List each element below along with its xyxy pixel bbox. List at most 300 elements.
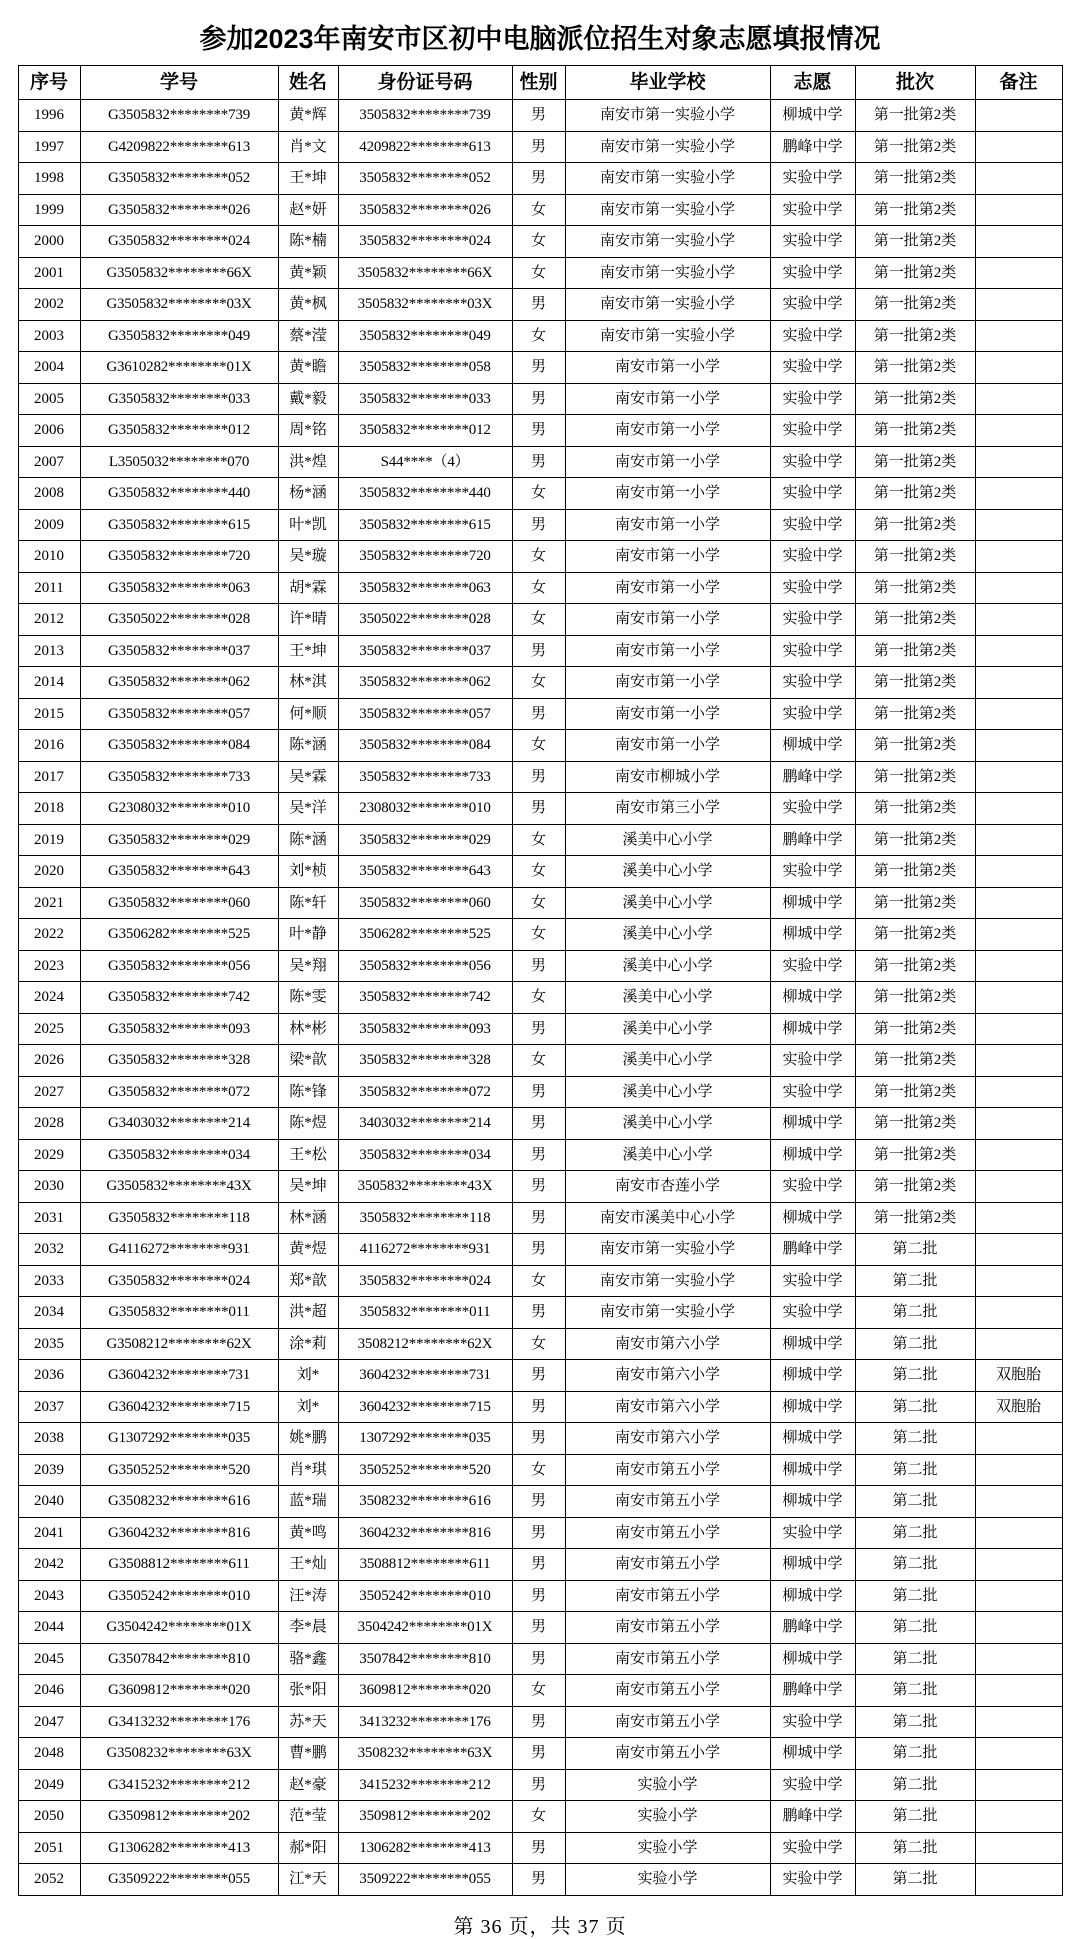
cell-seq: 2011 bbox=[18, 572, 80, 604]
cell-name: 涂*莉 bbox=[278, 1328, 338, 1360]
cell-idcard: 3505832********034 bbox=[338, 1139, 512, 1171]
cell-remark bbox=[975, 1297, 1062, 1329]
cell-gender: 女 bbox=[512, 1328, 565, 1360]
cell-gender: 男 bbox=[512, 383, 565, 415]
cell-batch: 第一批第2类 bbox=[855, 289, 975, 321]
cell-school: 实验小学 bbox=[565, 1801, 770, 1833]
cell-batch: 第一批第2类 bbox=[855, 635, 975, 667]
cell-idcard: 3505832********056 bbox=[338, 950, 512, 982]
cell-school: 南安市第一小学 bbox=[565, 446, 770, 478]
cell-sid: G3505252********520 bbox=[80, 1454, 278, 1486]
cell-sid: G3505832********03X bbox=[80, 289, 278, 321]
cell-batch: 第一批第2类 bbox=[855, 194, 975, 226]
cell-sid: G3505832********328 bbox=[80, 1045, 278, 1077]
cell-sid: G3505832********733 bbox=[80, 761, 278, 793]
cell-remark bbox=[975, 1045, 1062, 1077]
cell-seq: 2040 bbox=[18, 1486, 80, 1518]
cell-choice: 实验中学 bbox=[770, 415, 855, 447]
cell-sid: G4209822********613 bbox=[80, 131, 278, 163]
cell-school: 溪美中心小学 bbox=[565, 1139, 770, 1171]
cell-sid: G3604232********731 bbox=[80, 1360, 278, 1392]
table-row bbox=[18, 982, 1062, 1014]
cell-gender: 男 bbox=[512, 950, 565, 982]
cell-batch: 第二批 bbox=[855, 1738, 975, 1770]
table-row bbox=[18, 761, 1062, 793]
cell-seq: 2012 bbox=[18, 604, 80, 636]
cell-gender: 女 bbox=[512, 604, 565, 636]
cell-school: 南安市第一实验小学 bbox=[565, 257, 770, 289]
cell-sid: G3505832********012 bbox=[80, 415, 278, 447]
cell-gender: 女 bbox=[512, 320, 565, 352]
cell-sid: G3505832********062 bbox=[80, 667, 278, 699]
cell-seq: 2017 bbox=[18, 761, 80, 793]
cell-choice: 柳城中学 bbox=[770, 1108, 855, 1140]
cell-remark bbox=[975, 541, 1062, 573]
cell-school: 南安市第五小学 bbox=[565, 1580, 770, 1612]
cell-remark bbox=[975, 1328, 1062, 1360]
cell-gender: 男 bbox=[512, 446, 565, 478]
cell-idcard: 3415232********212 bbox=[338, 1769, 512, 1801]
cell-batch: 第二批 bbox=[855, 1360, 975, 1392]
cell-name: 周*铭 bbox=[278, 415, 338, 447]
cell-name: 陈*涵 bbox=[278, 730, 338, 762]
cell-choice: 实验中学 bbox=[770, 1832, 855, 1864]
cell-idcard: 3505832********66X bbox=[338, 257, 512, 289]
cell-batch: 第一批第2类 bbox=[855, 478, 975, 510]
cell-school: 南安市第一小学 bbox=[565, 352, 770, 384]
cell-sid: G3505022********028 bbox=[80, 604, 278, 636]
cell-school: 南安市第一小学 bbox=[565, 635, 770, 667]
cell-batch: 第一批第2类 bbox=[855, 163, 975, 195]
cell-seq: 2005 bbox=[18, 383, 80, 415]
cell-gender: 男 bbox=[512, 1706, 565, 1738]
table-row bbox=[18, 383, 1062, 415]
cell-remark bbox=[975, 1139, 1062, 1171]
cell-choice: 鹏峰中学 bbox=[770, 1675, 855, 1707]
cell-name: 黄*枫 bbox=[278, 289, 338, 321]
table-row bbox=[18, 635, 1062, 667]
cell-batch: 第一批第2类 bbox=[855, 919, 975, 951]
cell-name: 林*淇 bbox=[278, 667, 338, 699]
cell-gender: 男 bbox=[512, 289, 565, 321]
cell-school: 南安市第六小学 bbox=[565, 1423, 770, 1455]
cell-remark bbox=[975, 730, 1062, 762]
table-body bbox=[18, 100, 1062, 1896]
cell-seq: 2036 bbox=[18, 1360, 80, 1392]
cell-remark bbox=[975, 1706, 1062, 1738]
cell-seq: 2028 bbox=[18, 1108, 80, 1140]
cell-seq: 2006 bbox=[18, 415, 80, 447]
cell-sid: G3505832********66X bbox=[80, 257, 278, 289]
table-row bbox=[18, 1769, 1062, 1801]
cell-gender: 女 bbox=[512, 1045, 565, 1077]
cell-idcard: 3505832********063 bbox=[338, 572, 512, 604]
cell-choice: 实验中学 bbox=[770, 383, 855, 415]
cell-gender: 男 bbox=[512, 1076, 565, 1108]
table-row bbox=[18, 1549, 1062, 1581]
cell-choice: 实验中学 bbox=[770, 1297, 855, 1329]
cell-seq: 2031 bbox=[18, 1202, 80, 1234]
cell-name: 陈*楠 bbox=[278, 226, 338, 258]
cell-choice: 柳城中学 bbox=[770, 1486, 855, 1518]
cell-idcard: 3505832********062 bbox=[338, 667, 512, 699]
cell-remark bbox=[975, 446, 1062, 478]
cell-idcard: 3505832********012 bbox=[338, 415, 512, 447]
table-row bbox=[18, 1801, 1062, 1833]
cell-choice: 柳城中学 bbox=[770, 1580, 855, 1612]
cell-name: 蓝*瑞 bbox=[278, 1486, 338, 1518]
cell-remark bbox=[975, 1076, 1062, 1108]
cell-idcard: 3505832********615 bbox=[338, 509, 512, 541]
cell-school: 南安市第一小学 bbox=[565, 667, 770, 699]
table-row bbox=[18, 194, 1062, 226]
cell-sid: G3508232********63X bbox=[80, 1738, 278, 1770]
cell-idcard: 3505252********520 bbox=[338, 1454, 512, 1486]
cell-seq: 2032 bbox=[18, 1234, 80, 1266]
table-row bbox=[18, 478, 1062, 510]
cell-seq: 2015 bbox=[18, 698, 80, 730]
cell-sid: G3505832********056 bbox=[80, 950, 278, 982]
cell-school: 南安市第一实验小学 bbox=[565, 289, 770, 321]
cell-seq: 2052 bbox=[18, 1864, 80, 1896]
cell-remark bbox=[975, 604, 1062, 636]
cell-choice: 柳城中学 bbox=[770, 1360, 855, 1392]
cell-remark bbox=[975, 509, 1062, 541]
cell-gender: 男 bbox=[512, 1580, 565, 1612]
cell-sid: G3508232********616 bbox=[80, 1486, 278, 1518]
cell-batch: 第一批第2类 bbox=[855, 572, 975, 604]
cell-batch: 第一批第2类 bbox=[855, 604, 975, 636]
cell-batch: 第一批第2类 bbox=[855, 950, 975, 982]
cell-choice: 柳城中学 bbox=[770, 887, 855, 919]
table-row bbox=[18, 1108, 1062, 1140]
cell-remark bbox=[975, 1612, 1062, 1644]
cell-remark bbox=[975, 131, 1062, 163]
cell-name: 吴*霖 bbox=[278, 761, 338, 793]
cell-sid: G3403032********214 bbox=[80, 1108, 278, 1140]
cell-choice: 实验中学 bbox=[770, 635, 855, 667]
cell-batch: 第二批 bbox=[855, 1423, 975, 1455]
cell-school: 南安市第一小学 bbox=[565, 509, 770, 541]
cell-gender: 男 bbox=[512, 352, 565, 384]
cell-name: 吴*翔 bbox=[278, 950, 338, 982]
cell-sid: G3609812********020 bbox=[80, 1675, 278, 1707]
cell-batch: 第二批 bbox=[855, 1612, 975, 1644]
cell-remark bbox=[975, 1517, 1062, 1549]
cell-choice: 实验中学 bbox=[770, 698, 855, 730]
cell-batch: 第二批 bbox=[855, 1706, 975, 1738]
cell-gender: 男 bbox=[512, 100, 565, 132]
cell-remark bbox=[975, 982, 1062, 1014]
cell-name: 黄*瞻 bbox=[278, 352, 338, 384]
cell-gender: 男 bbox=[512, 1139, 565, 1171]
cell-name: 杨*涵 bbox=[278, 478, 338, 510]
cell-school: 南安市第一实验小学 bbox=[565, 226, 770, 258]
table-row bbox=[18, 446, 1062, 478]
table-row bbox=[18, 100, 1062, 132]
cell-school: 溪美中心小学 bbox=[565, 1045, 770, 1077]
cell-sid: G3505832********037 bbox=[80, 635, 278, 667]
cell-choice: 柳城中学 bbox=[770, 1738, 855, 1770]
table-row bbox=[18, 919, 1062, 951]
cell-name: 苏*天 bbox=[278, 1706, 338, 1738]
cell-batch: 第一批第2类 bbox=[855, 131, 975, 163]
cell-sid: G3505242********010 bbox=[80, 1580, 278, 1612]
cell-school: 南安市第六小学 bbox=[565, 1360, 770, 1392]
cell-remark bbox=[975, 478, 1062, 510]
cell-batch: 第二批 bbox=[855, 1297, 975, 1329]
cell-name: 叶*凯 bbox=[278, 509, 338, 541]
cell-name: 陈*雯 bbox=[278, 982, 338, 1014]
cell-gender: 男 bbox=[512, 1013, 565, 1045]
cell-sid: G3504242********01X bbox=[80, 1612, 278, 1644]
cell-batch: 第一批第2类 bbox=[855, 509, 975, 541]
cell-choice: 实验中学 bbox=[770, 793, 855, 825]
cell-seq: 2022 bbox=[18, 919, 80, 951]
cell-remark bbox=[975, 887, 1062, 919]
cell-choice: 柳城中学 bbox=[770, 1013, 855, 1045]
cell-batch: 第二批 bbox=[855, 1675, 975, 1707]
cell-name: 曹*鹏 bbox=[278, 1738, 338, 1770]
cell-sid: G3505832********742 bbox=[80, 982, 278, 1014]
cell-seq: 1996 bbox=[18, 100, 80, 132]
cell-remark bbox=[975, 1108, 1062, 1140]
cell-choice: 实验中学 bbox=[770, 509, 855, 541]
cell-idcard: 3505832********058 bbox=[338, 352, 512, 384]
table-row bbox=[18, 572, 1062, 604]
cell-sid: G3505832********011 bbox=[80, 1297, 278, 1329]
cell-batch: 第一批第2类 bbox=[855, 698, 975, 730]
cell-school: 南安市第一实验小学 bbox=[565, 1297, 770, 1329]
cell-name: 肖*文 bbox=[278, 131, 338, 163]
cell-seq: 2049 bbox=[18, 1769, 80, 1801]
cell-seq: 2002 bbox=[18, 289, 80, 321]
cell-remark bbox=[975, 289, 1062, 321]
cell-seq: 2039 bbox=[18, 1454, 80, 1486]
cell-gender: 女 bbox=[512, 1801, 565, 1833]
cell-school: 南安市第一小学 bbox=[565, 698, 770, 730]
cell-remark bbox=[975, 1864, 1062, 1896]
cell-gender: 男 bbox=[512, 1360, 565, 1392]
cell-sid: G3505832********118 bbox=[80, 1202, 278, 1234]
cell-name: 梁*歆 bbox=[278, 1045, 338, 1077]
cell-idcard: 3507842********810 bbox=[338, 1643, 512, 1675]
cell-idcard: 3609812********020 bbox=[338, 1675, 512, 1707]
cell-gender: 女 bbox=[512, 856, 565, 888]
table-row bbox=[18, 1580, 1062, 1612]
cell-choice: 柳城中学 bbox=[770, 1454, 855, 1486]
table-row bbox=[18, 320, 1062, 352]
table-row bbox=[18, 541, 1062, 573]
cell-gender: 女 bbox=[512, 667, 565, 699]
cell-sid: G3505832********739 bbox=[80, 100, 278, 132]
cell-seq: 2035 bbox=[18, 1328, 80, 1360]
cell-remark bbox=[975, 698, 1062, 730]
cell-choice: 柳城中学 bbox=[770, 1423, 855, 1455]
table-row bbox=[18, 730, 1062, 762]
cell-batch: 第一批第2类 bbox=[855, 1013, 975, 1045]
cell-name: 陈*轩 bbox=[278, 887, 338, 919]
cell-idcard: 3403032********214 bbox=[338, 1108, 512, 1140]
cell-choice: 柳城中学 bbox=[770, 100, 855, 132]
cell-name: 林*涵 bbox=[278, 1202, 338, 1234]
cell-school: 南安市第五小学 bbox=[565, 1486, 770, 1518]
cell-school: 南安市第一实验小学 bbox=[565, 320, 770, 352]
cell-batch: 第二批 bbox=[855, 1328, 975, 1360]
cell-gender: 男 bbox=[512, 1171, 565, 1203]
cell-sid: G3505832********063 bbox=[80, 572, 278, 604]
cell-remark bbox=[975, 1234, 1062, 1266]
table-row bbox=[18, 1391, 1062, 1423]
cell-name: 刘* bbox=[278, 1360, 338, 1392]
cell-name: 洪*超 bbox=[278, 1297, 338, 1329]
cell-choice: 鹏峰中学 bbox=[770, 1612, 855, 1644]
table-row bbox=[18, 1076, 1062, 1108]
cell-gender: 男 bbox=[512, 163, 565, 195]
cell-school: 实验小学 bbox=[565, 1832, 770, 1864]
cell-school: 南安市第五小学 bbox=[565, 1675, 770, 1707]
cell-choice: 柳城中学 bbox=[770, 1391, 855, 1423]
cell-seq: 2044 bbox=[18, 1612, 80, 1644]
table-row bbox=[18, 1171, 1062, 1203]
cell-sid: G3505832********052 bbox=[80, 163, 278, 195]
cell-idcard: 3505832********43X bbox=[338, 1171, 512, 1203]
cell-gender: 男 bbox=[512, 1769, 565, 1801]
cell-idcard: 3505832********733 bbox=[338, 761, 512, 793]
cell-remark bbox=[975, 226, 1062, 258]
table-row bbox=[18, 1328, 1062, 1360]
column-header-remark: 备注 bbox=[975, 66, 1062, 100]
cell-idcard: 3505832********029 bbox=[338, 824, 512, 856]
cell-seq: 1998 bbox=[18, 163, 80, 195]
cell-school: 南安市第一实验小学 bbox=[565, 131, 770, 163]
cell-remark bbox=[975, 1171, 1062, 1203]
table-row bbox=[18, 1675, 1062, 1707]
cell-seq: 2008 bbox=[18, 478, 80, 510]
cell-choice: 柳城中学 bbox=[770, 1549, 855, 1581]
cell-sid: G3505832********029 bbox=[80, 824, 278, 856]
cell-gender: 女 bbox=[512, 1265, 565, 1297]
cell-gender: 男 bbox=[512, 1486, 565, 1518]
cell-seq: 2019 bbox=[18, 824, 80, 856]
cell-school: 南安市第一实验小学 bbox=[565, 1265, 770, 1297]
cell-name: 郝*阳 bbox=[278, 1832, 338, 1864]
cell-choice: 实验中学 bbox=[770, 667, 855, 699]
cell-choice: 鹏峰中学 bbox=[770, 1801, 855, 1833]
table-row bbox=[18, 698, 1062, 730]
cell-seq: 2047 bbox=[18, 1706, 80, 1738]
cell-sid: G4116272********931 bbox=[80, 1234, 278, 1266]
cell-idcard: 3505832********440 bbox=[338, 478, 512, 510]
cell-remark: 双胞胎 bbox=[975, 1360, 1062, 1392]
cell-idcard: 3505832********720 bbox=[338, 541, 512, 573]
cell-batch: 第一批第2类 bbox=[855, 100, 975, 132]
cell-school: 南安市第一小学 bbox=[565, 478, 770, 510]
cell-remark bbox=[975, 415, 1062, 447]
table-row bbox=[18, 1202, 1062, 1234]
cell-batch: 第一批第2类 bbox=[855, 1202, 975, 1234]
cell-batch: 第一批第2类 bbox=[855, 446, 975, 478]
cell-choice: 柳城中学 bbox=[770, 1328, 855, 1360]
cell-choice: 实验中学 bbox=[770, 352, 855, 384]
cell-batch: 第二批 bbox=[855, 1864, 975, 1896]
cell-name: 王*坤 bbox=[278, 163, 338, 195]
cell-school: 南安市第六小学 bbox=[565, 1391, 770, 1423]
table-row bbox=[18, 604, 1062, 636]
cell-seq: 2029 bbox=[18, 1139, 80, 1171]
cell-name: 许*晴 bbox=[278, 604, 338, 636]
table-row bbox=[18, 415, 1062, 447]
cell-idcard: 3413232********176 bbox=[338, 1706, 512, 1738]
cell-school: 溪美中心小学 bbox=[565, 1076, 770, 1108]
cell-seq: 2037 bbox=[18, 1391, 80, 1423]
cell-batch: 第一批第2类 bbox=[855, 1076, 975, 1108]
table-row bbox=[18, 824, 1062, 856]
cell-school: 南安市第一小学 bbox=[565, 415, 770, 447]
cell-gender: 男 bbox=[512, 1423, 565, 1455]
table-row bbox=[18, 1738, 1062, 1770]
cell-idcard: 3604232********715 bbox=[338, 1391, 512, 1423]
table-row bbox=[18, 1486, 1062, 1518]
cell-school: 实验小学 bbox=[565, 1864, 770, 1896]
cell-name: 林*彬 bbox=[278, 1013, 338, 1045]
column-header-name: 姓名 bbox=[278, 66, 338, 100]
cell-remark bbox=[975, 1643, 1062, 1675]
cell-choice: 柳城中学 bbox=[770, 730, 855, 762]
cell-seq: 1997 bbox=[18, 131, 80, 163]
cell-choice: 实验中学 bbox=[770, 446, 855, 478]
cell-gender: 女 bbox=[512, 541, 565, 573]
cell-idcard: 3505242********010 bbox=[338, 1580, 512, 1612]
cell-sid: G3505832********026 bbox=[80, 194, 278, 226]
cell-seq: 2014 bbox=[18, 667, 80, 699]
table-row bbox=[18, 257, 1062, 289]
cell-sid: G3415232********212 bbox=[80, 1769, 278, 1801]
cell-gender: 女 bbox=[512, 572, 565, 604]
table-row bbox=[18, 950, 1062, 982]
table-row bbox=[18, 1297, 1062, 1329]
cell-batch: 第一批第2类 bbox=[855, 257, 975, 289]
cell-name: 蔡*滢 bbox=[278, 320, 338, 352]
cell-school: 南安市第五小学 bbox=[565, 1549, 770, 1581]
cell-sid: G3413232********176 bbox=[80, 1706, 278, 1738]
cell-school: 南安市第六小学 bbox=[565, 1328, 770, 1360]
cell-batch: 第二批 bbox=[855, 1832, 975, 1864]
cell-school: 南安市第五小学 bbox=[565, 1706, 770, 1738]
cell-sid: G3505832********720 bbox=[80, 541, 278, 573]
table-row bbox=[18, 1360, 1062, 1392]
cell-idcard: 3508232********63X bbox=[338, 1738, 512, 1770]
cell-gender: 男 bbox=[512, 509, 565, 541]
cell-gender: 女 bbox=[512, 887, 565, 919]
cell-idcard: 3505832********072 bbox=[338, 1076, 512, 1108]
table-row bbox=[18, 1139, 1062, 1171]
cell-batch: 第一批第2类 bbox=[855, 352, 975, 384]
cell-school: 南安市第三小学 bbox=[565, 793, 770, 825]
cell-choice: 实验中学 bbox=[770, 1864, 855, 1896]
cell-seq: 2027 bbox=[18, 1076, 80, 1108]
cell-idcard: 4209822********613 bbox=[338, 131, 512, 163]
cell-school: 溪美中心小学 bbox=[565, 824, 770, 856]
cell-sid: G3509812********202 bbox=[80, 1801, 278, 1833]
cell-idcard: 3604232********731 bbox=[338, 1360, 512, 1392]
cell-gender: 男 bbox=[512, 793, 565, 825]
cell-seq: 2023 bbox=[18, 950, 80, 982]
cell-choice: 实验中学 bbox=[770, 856, 855, 888]
table-row bbox=[18, 509, 1062, 541]
cell-choice: 实验中学 bbox=[770, 320, 855, 352]
cell-name: 张*阳 bbox=[278, 1675, 338, 1707]
